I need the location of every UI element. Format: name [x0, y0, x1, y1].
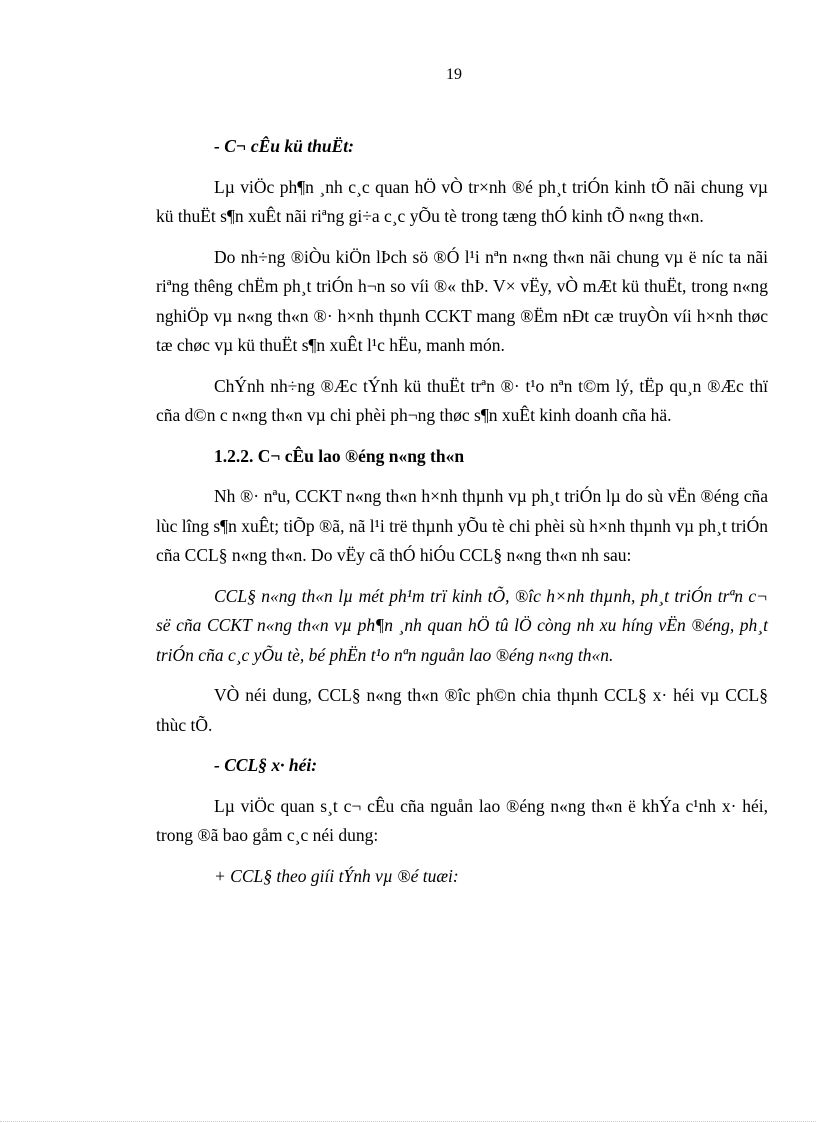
section-heading-technical-structure: - C¬ cÊu kü thuËt: [214, 136, 354, 156]
paragraph: VÒ néi dung, CCL§ n«ng th«n ®îc ph©n chia thµnh CCL§ x· héi vµ CCL§ thùc tÕ. [156, 685, 768, 735]
section-heading-labor-structure: 1.2.2. C¬ cÊu lao ®éng n«ng th«n [214, 445, 465, 466]
page-number: 19 [446, 66, 462, 83]
paragraph: Do nh÷ng ®iÒu kiÖn lÞch sö ®Ó l¹i nªn n«ng th«n nãi chung vµ ë níc ta nãi riªng thêng chËm ph¸t triÓn h¬n so víi ®« thÞ. V× vËy, vÒ mÆt kü thuËt, trong n«ng nghiÖp vµ n«ng th«n ®· h×nh thµnh CCKT mang ®Ëm nÐt cæ truyÒn víi h×nh thøc tæ chøc vµ kü thuËt s¶n xuÊt l¹c hËu, manh món. [156, 246, 768, 355]
definition-paragraph: CCL§ n«ng th«n lµ mét ph¹m trï kinh tÕ, ®îc h×nh thµnh, ph¸t triÓn trªn c¬ së cña CCKT n«ng th«n vµ ph¶n ¸nh quan hÖ tû lÖ còng nh xu híng vËn ®éng, ph¸t triÓn cña c¸c yÕu tè, bé phËn t¹o nªn nguån lao ®éng n«ng th«n. [156, 585, 768, 665]
paragraph: Lµ viÖc ph¶n ¸nh c¸c quan hÖ vÒ tr×nh ®é ph¸t triÓn kinh tÕ nãi chung vµ kü thuËt s¶n xuÊt nãi riªng gi÷a c¸c yÕu tè trong tæng thÓ kinh tÕ n«ng th«n. [156, 176, 768, 226]
section-heading-social-labor: - CCL§ x· héi: [214, 755, 318, 775]
paragraph: ChÝnh nh÷ng ®Æc tÝnh kü thuËt trªn ®· t¹o nªn t©m lý, tËp qu¸n ®Æc thï cña d©n c n«ng th«n vµ chi phèi ph¬ng thøc s¶n xuÊt kinh doanh cña hä. [156, 375, 768, 425]
subsection-heading-gender-age: + CCL§ theo giíi tÝnh vµ ®é tuæi: [214, 865, 459, 886]
page-bottom-rule [0, 1121, 816, 1122]
paragraph: Nh ®· nªu, CCKT n«ng th«n h×nh thµnh vµ ph¸t triÓn lµ do sù vËn ®éng cña lùc lîng s¶n xuÊt; tiÕp ®ã, nã l¹i trë thµnh yÕu tè chi phèi sù h×nh thµnh vµ ph¸t triÓn cña CCL§ n«ng th«n. Do vËy cã thÓ hiÓu CCL§ n«ng th«n nh sau: [156, 486, 768, 565]
paragraph: Lµ viÖc quan s¸t c¬ cÊu cña nguån lao ®éng n«ng th«n ë khÝa c¹nh x· héi, trong ®ã bao gåm c¸c néi dung: [156, 795, 768, 845]
document-body [156, 132, 768, 902]
